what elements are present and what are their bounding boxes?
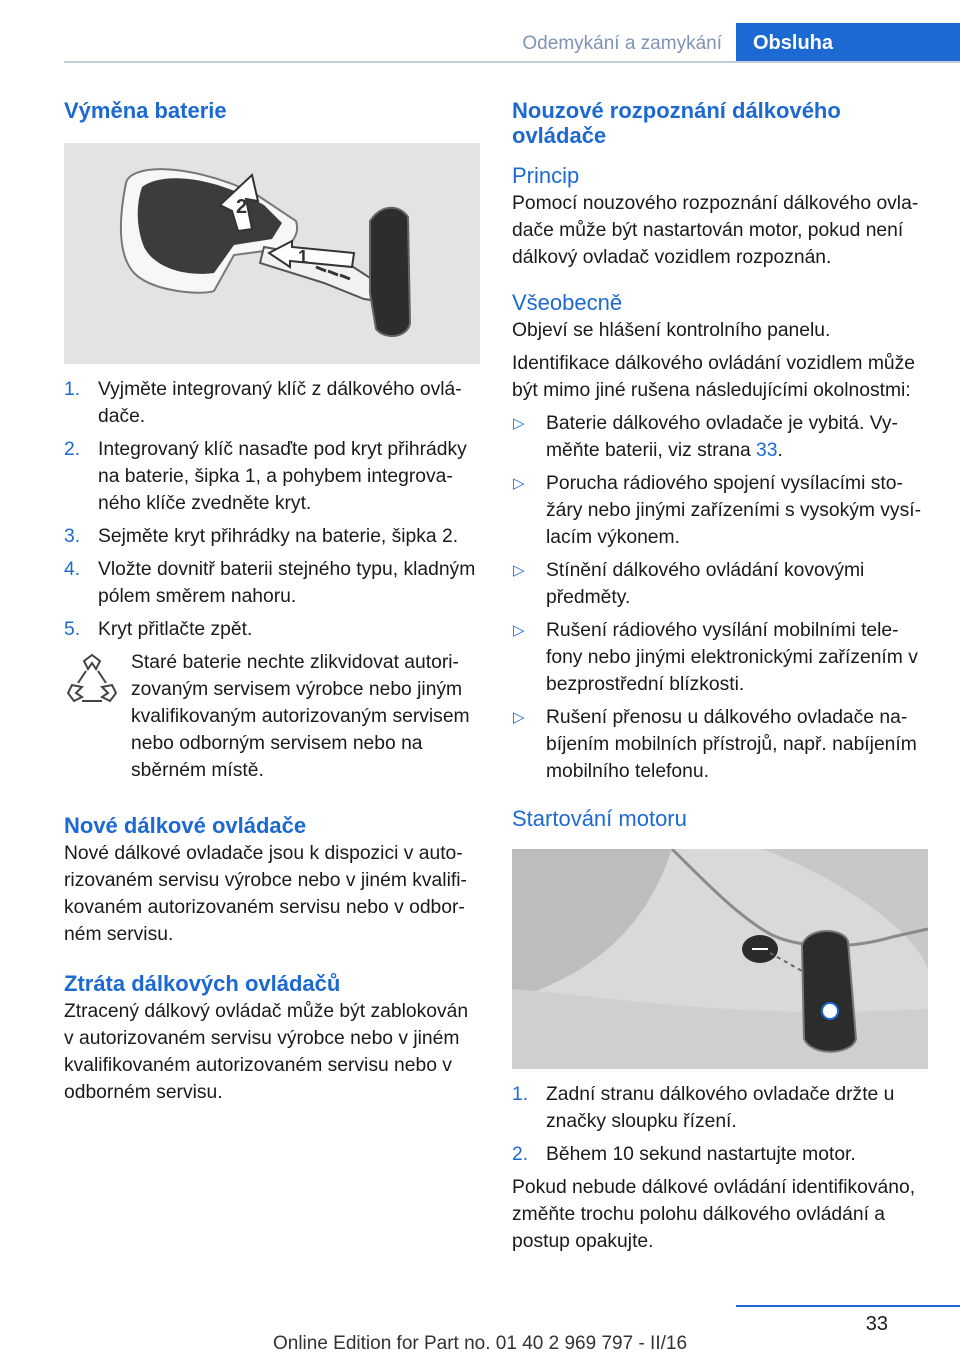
arrow-1-label: 1 xyxy=(298,247,309,267)
key-battery-illustration xyxy=(64,143,480,364)
list-item xyxy=(512,470,928,551)
page-number: 33 xyxy=(865,1313,888,1335)
start-engine-text: Pokud nebude dálkové ovládání identifikováno, změňte trochu polohu dálkového ovládání a postup opakujte. xyxy=(512,1177,916,1252)
bullet-text: Baterie dálkového ovladače je vybitá. Vyměňte baterii, viz strana xyxy=(546,413,898,461)
list-item xyxy=(512,617,928,698)
header-rule xyxy=(64,61,960,63)
bullet-text: Stínění dálkového ovládání kovovými předměty. xyxy=(546,560,865,608)
triangle-bullet-icon: ▷ xyxy=(513,562,525,579)
start-engine-heading: Startování motoru xyxy=(512,806,687,831)
triangle-bullet-icon: ▷ xyxy=(513,475,525,492)
step-number: 2. xyxy=(512,1144,529,1165)
step-text: Integrovaný klíč nasaďte pod kryt přihrádky na baterie, šipka 1, a pohybem integrovaného klíče zvedněte kryt. xyxy=(98,439,467,514)
step-text: Zadní stranu dálkového ovladače držte u značky sloupku řízení. xyxy=(546,1084,895,1132)
list-item xyxy=(64,436,480,517)
triangle-bullet-icon: ▷ xyxy=(513,622,525,639)
triangle-bullet-icon: ▷ xyxy=(513,415,525,432)
principle-text: Pomocí nouzového rozpoznání dálkového ovladače může být nastartován motor, pokud není dálkový ovladač vozidlem rozpoznán. xyxy=(512,193,919,268)
bullet-text: Rušení přenosu u dálkového ovladače nabíjením mobilních přístrojů, např. nabíjením mobilního telefonu. xyxy=(546,707,917,782)
triangle-bullet-icon: ▷ xyxy=(513,709,525,726)
step-text: Během 10 sekund nastartujte motor. xyxy=(546,1144,856,1165)
recycle-icon xyxy=(64,651,120,707)
page-link[interactable]: 33 xyxy=(756,440,778,461)
emergency-heading: Nouzové rozpoznání dálkového ovládače xyxy=(512,98,841,148)
step-number: 2. xyxy=(64,439,81,460)
bullet-text: Rušení rádiového vysílání mobilními telefony nebo jinými elektronickými zařízením v bezprostřední blízkosti. xyxy=(546,620,918,695)
list-item xyxy=(64,616,480,643)
list-item xyxy=(512,1081,928,1135)
lost-remotes-text: Ztracený dálkový ovládač může být zablokován v autorizovaném servisu výrobce nebo v jiném kvalifikovaném autorizovaném servisu nebo v odborném servisu. xyxy=(64,1001,469,1103)
list-item xyxy=(512,410,928,464)
interference-list xyxy=(512,410,928,785)
list-item xyxy=(64,523,480,550)
recycle-text: Staré baterie nechte zlikvidovat autorizovaným servisem výrobce nebo jiným kvalifikovaným autorizovaným servisem nebo odborným servisem nebo na sběrném místě. xyxy=(131,652,470,781)
list-item xyxy=(512,1141,928,1168)
header-chapter-tab: Obsluha xyxy=(736,23,960,63)
new-remotes-heading: Nové dálkové ovládače xyxy=(64,813,307,838)
list-item xyxy=(512,557,928,611)
right-column xyxy=(512,98,928,1255)
general-text-2: Identifikace dálkového ovládání vozidlem může být mimo jiné rušena následujícími okolnostmi: xyxy=(512,353,915,401)
step-number: 5. xyxy=(64,619,81,640)
steering-column-figure xyxy=(512,849,928,1069)
step-number: 1. xyxy=(64,379,81,400)
edition-footer: Online Edition for Part no. 01 40 2 969 797 - II/16 xyxy=(272,1333,688,1354)
step-text: Vyjměte integrovaný klíč z dálkového ovládače. xyxy=(98,379,462,427)
list-item xyxy=(512,704,928,785)
arrow-2-label: 2 xyxy=(236,196,248,218)
left-column xyxy=(64,98,480,1106)
battery-steps xyxy=(64,376,480,643)
start-steps xyxy=(512,1081,928,1168)
bullet-text: Porucha rádiového spojení vysílacími stožáry nebo jinými zařízeními s vysokým vysílacím výkonem. xyxy=(546,473,921,548)
step-number: 4. xyxy=(64,559,81,580)
key-battery-figure xyxy=(64,143,480,364)
header-section-title: Odemykání a zamykání xyxy=(522,33,722,54)
recycle-note xyxy=(64,649,480,784)
general-heading: Všeobecně xyxy=(512,290,623,315)
step-number: 3. xyxy=(64,526,81,547)
list-item xyxy=(64,556,480,610)
step-text: Sejměte kryt přihrádky na baterie, šipka 2. xyxy=(98,526,459,547)
step-text: Vložte dovnitř baterii stejného typu, kladným pólem směrem nahoru. xyxy=(98,559,476,607)
new-remotes-text: Nové dálkové ovladače jsou k dispozici v autorizovaném servisu výrobce nebo v jiném kvalifikovaném autorizovaném servisu nebo v odborném servisu. xyxy=(64,843,467,945)
general-text-1: Objeví se hlášení kontrolního panelu. xyxy=(512,320,831,341)
steering-column-illustration xyxy=(512,849,928,1069)
list-item xyxy=(64,376,480,430)
step-number: 1. xyxy=(512,1084,529,1105)
battery-heading: Výměna baterie xyxy=(64,98,227,123)
principle-heading: Princip xyxy=(512,163,580,188)
footer-rule xyxy=(736,1305,960,1307)
lost-remotes-heading: Ztráta dálkových ovládačů xyxy=(64,971,341,996)
step-text: Kryt přitlačte zpět. xyxy=(98,619,253,640)
bullet-text-end: . xyxy=(777,440,783,461)
